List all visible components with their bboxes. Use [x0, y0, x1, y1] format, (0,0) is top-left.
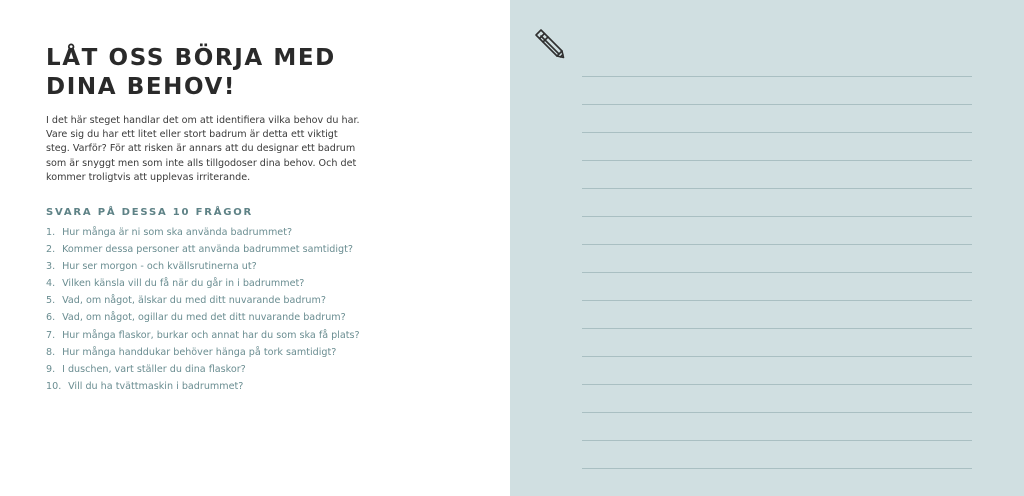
writing-line: [582, 160, 972, 161]
question-item: [46, 309, 510, 326]
writing-line: [582, 76, 972, 77]
writing-lines: [582, 76, 972, 496]
writing-line: [582, 468, 972, 469]
question-text: Kommer dessa personer att använda badrummet samtidigt?: [62, 244, 353, 256]
question-text: I duschen, vart ställer du dina flaskor?: [62, 363, 246, 375]
questions-list: [46, 224, 510, 395]
writing-line: [582, 412, 972, 413]
question-number: 2.: [46, 244, 56, 256]
notes-page: [510, 0, 1024, 496]
question-item: [46, 327, 510, 344]
question-text: Vill du ha tvättmaskin i badrummet?: [68, 380, 244, 392]
question-number: 6.: [46, 312, 56, 324]
intro-paragraph: I det här steget handlar det om att identifiera vilka behov du har. Vare sig du har ett litet eller stort badrum är detta ett viktigt steg. Varför? För att risken är annars att du designar ett badrum som är snyggt men som inte alls tillgodoser dina behov. Och det kommer troligtvis att upplevas irriterande.: [46, 115, 360, 183]
writing-line: [582, 356, 972, 357]
question-text: Hur många handdukar behöver hänga på tork samtidigt?: [62, 346, 337, 358]
question-text: Vad, om något, ogillar du med det ditt nuvarande badrum?: [62, 312, 346, 324]
writing-line: [582, 440, 972, 441]
question-number: 1.: [46, 227, 56, 239]
question-text: Hur ser morgon - och kvällsrutinerna ut?: [62, 261, 257, 273]
question-item: [46, 344, 510, 361]
question-text: Vad, om något, älskar du med ditt nuvarande badrum?: [62, 295, 326, 307]
left-page: [0, 0, 510, 496]
writing-line: [582, 132, 972, 133]
writing-line: [582, 384, 972, 385]
writing-line: [582, 188, 972, 189]
question-number: 10.: [46, 380, 62, 392]
question-item: [46, 275, 510, 292]
writing-line: [582, 328, 972, 329]
question-item: [46, 378, 510, 395]
question-item: [46, 241, 510, 258]
question-number: 3.: [46, 261, 56, 273]
writing-line: [582, 216, 972, 217]
writing-line: [582, 244, 972, 245]
question-text: Vilken känsla vill du få när du går in i badrummet?: [62, 278, 305, 290]
question-number: 8.: [46, 346, 56, 358]
question-number: 7.: [46, 329, 56, 341]
question-text: Hur många är ni som ska använda badrummet?: [62, 227, 293, 239]
writing-line: [582, 272, 972, 273]
questions-heading: SVARA PÅ DESSA 10 FRÅGOR: [46, 207, 254, 219]
writing-line: [582, 104, 972, 105]
writing-line: [582, 300, 972, 301]
question-item: [46, 292, 510, 309]
question-number: 9.: [46, 363, 56, 375]
question-number: 5.: [46, 295, 56, 307]
question-text: Hur många flaskor, burkar och annat har du som ska få plats?: [62, 329, 360, 341]
page-title: LÅT OSS BÖRJA MED DINA BEHOV!: [46, 45, 336, 100]
question-item: [46, 258, 510, 275]
question-number: 4.: [46, 278, 56, 290]
pencil-icon: [532, 26, 566, 60]
question-item: [46, 361, 510, 378]
question-item: [46, 224, 510, 241]
